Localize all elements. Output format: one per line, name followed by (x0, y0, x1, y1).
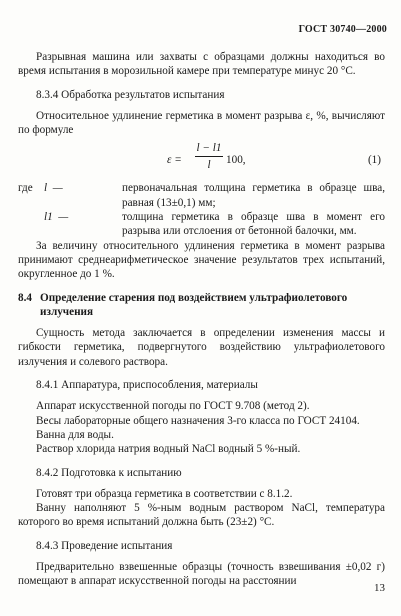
paragraph-bath: Ванну наполняют 5 %-ным водным раствором NaCl, температура которого во время испытаний должна быть (23±2) °С. (18, 502, 385, 529)
where-label: где (18, 182, 33, 195)
paragraph-freezer: Разрывная машина или захваты с образцами должны находиться во время испытания в морозильной камере при температуре минус 20 °С. (18, 51, 385, 78)
definition-symbol: l1 — (44, 211, 69, 224)
section-8-3-4-heading: 8.3.4 Обработка результатов испытания (36, 88, 225, 101)
document-body (18, 50, 385, 589)
formula-numerator: l − l1 (196, 142, 222, 155)
definition-l (18, 181, 385, 210)
equipment-item: Аппарат искусственной погоды по ГОСТ 9.708 (метод 2). (36, 400, 310, 413)
paragraph-procedure: Предварительно взвешенные образцы (точность взвешивания ±0,02 г) помещают в аппарат искусственной погоды на расстоянии (18, 561, 385, 588)
paragraph-method: Сущность метода заключается в определении изменения массы и гибкости герметика, подвергнутого воздействию ультрафиолетового излучения и солевого раствора. (18, 327, 385, 368)
formula-number: (1) (367, 154, 381, 167)
fraction-bar (195, 156, 223, 157)
formula-multiplier: 100, (226, 154, 246, 167)
section-8-4-2-heading: 8.4.2 Подготовка к испытанию (36, 466, 182, 479)
section-8-4-1-heading: 8.4.1 Аппаратура, приспособления, материалы (36, 379, 258, 392)
equipment-item: Раствор хлорида натрия водный NaCl водный 5 %-ный. (36, 443, 301, 456)
paragraph-samples: Готовят три образца герметика в соответствии с 8.1.2. (36, 487, 293, 500)
equipment-item: Ванна для воды. (36, 428, 114, 441)
definition-l1 (18, 210, 385, 239)
formula-1 (18, 141, 385, 181)
paragraph-average: За величину относительного удлинения герметика в момент разрыва принимают среднеарифметическое значение результатов трех испытаний, округленное до 1 %. (18, 239, 385, 281)
definition-text: толщина герметика в образце шва в момент его разрыва или отслоения от бетонной балочки, мм. (122, 211, 385, 238)
formula-denominator: l (207, 159, 211, 172)
formula-lhs: ε = (167, 154, 182, 167)
section-8-4-3-heading: 8.4.3 Проведение испытания (36, 539, 173, 552)
definition-text: первоначальная толщина герметика в образце шва, равная (13±0,1) мм; (122, 182, 385, 209)
section-8-4-heading: 8.4 Определение старения под воздействием ультрафиолетового излучения (18, 291, 348, 318)
equipment-item: Весы лабораторные общего назначения 3-го класса по ГОСТ 24104. (36, 414, 360, 427)
definition-symbol: l — (44, 182, 63, 195)
document-header: ГОСТ 30740—2000 (298, 24, 387, 35)
formula-definitions (18, 181, 385, 238)
paragraph-elongation: Относительное удлинение герметика в момент разрыва ε, %, вычисляют по формуле (18, 109, 385, 137)
formula-fraction (195, 141, 223, 172)
page-number: 13 (374, 582, 385, 594)
